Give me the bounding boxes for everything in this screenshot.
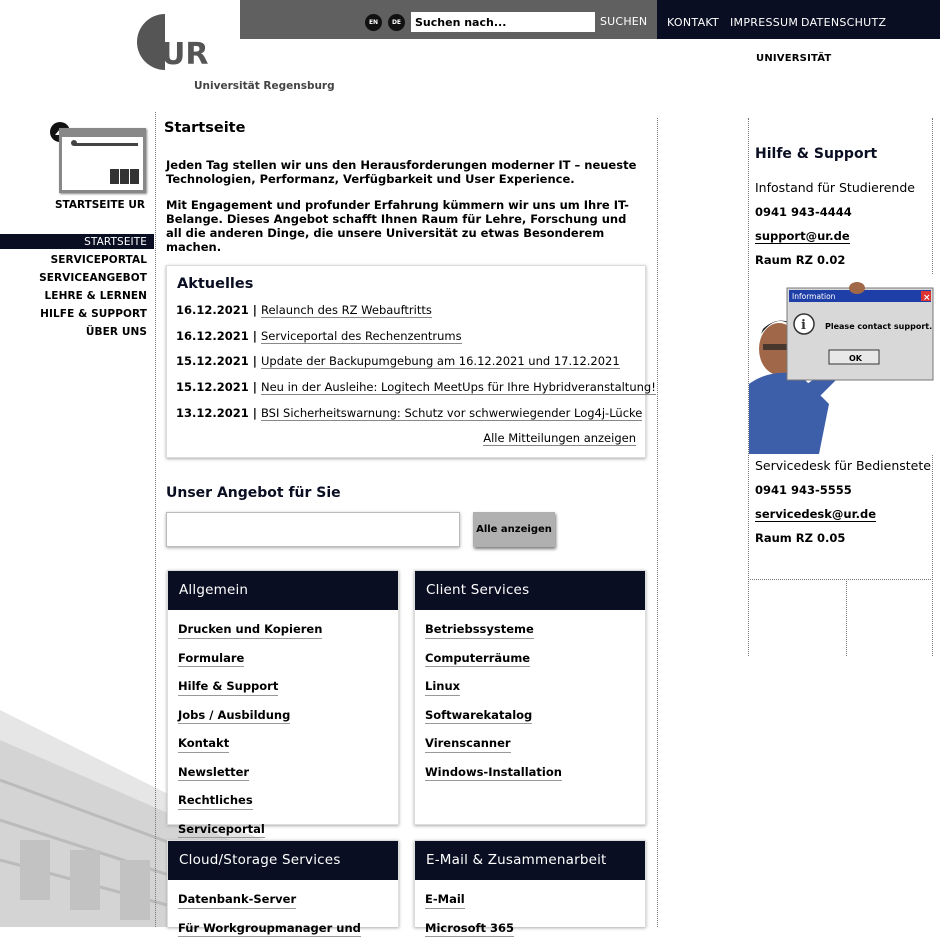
svg-text:×: × [923, 293, 931, 303]
news-link[interactable]: Serviceportal des Rechenzentrums [260, 329, 462, 343]
card-link[interactable]: Virenscanner [425, 735, 511, 753]
card-link[interactable]: Softwarekatalog [425, 707, 532, 725]
sidebar-item-hilfe-support[interactable]: HILFE & SUPPORT [40, 308, 147, 320]
staff-info-label: Servicedesk für Bedienstete [755, 458, 931, 473]
dialog-title: Information [792, 292, 836, 301]
universitaet-link[interactable]: UNIVERSITÄT [756, 53, 832, 64]
card-link[interactable]: Newsletter [178, 764, 249, 782]
students-room: Raum RZ 0.02 [755, 253, 846, 267]
card-link[interactable]: Für Workgroupmanager und [178, 920, 361, 938]
nav-impressum[interactable]: IMPRESSUM [730, 16, 799, 29]
sidebar-item-startseite[interactable]: STARTSEITE [0, 234, 154, 249]
students-email-link[interactable]: support@ur.de [755, 229, 850, 243]
card-link[interactable]: Microsoft 365 [425, 920, 514, 938]
nav-datenschutz[interactable]: DATENSCHUTZ [801, 16, 887, 29]
logo-letters: UR [161, 37, 209, 72]
card-link[interactable]: Formulare [178, 650, 244, 668]
news-item: 16.12.2021 | Serviceportal des Rechenzentrums [176, 329, 462, 343]
all-news-link[interactable]: Alle Mitteilungen anzeigen [483, 431, 636, 445]
card-title: Client Services [415, 571, 645, 610]
lang-de-button[interactable]: DE [388, 14, 405, 31]
divider [846, 579, 847, 656]
card-client-services [414, 570, 646, 825]
sidebar-item-ueber-uns[interactable]: ÜBER UNS [85, 326, 147, 338]
students-phone: 0941 943-4444 [755, 205, 852, 219]
card-title: Cloud/Storage Services [168, 841, 398, 880]
logo-text: Universität Regensburg [194, 80, 335, 92]
intro-paragraph-2: Mit Engagement und profunder Erfahrung kümmern wir uns um Ihre IT-Belange. Dieses Angebot schafft Ihnen Raum für Lehre, Forschung und all die anderen Dinge, die unsere Universität zu etwas Besonderem machen. [166, 198, 629, 254]
dialog-text: Please contact support. [825, 322, 933, 331]
news-link[interactable]: Update der Backupumgebung am 16.12.2021 und 17.12.2021 [260, 354, 620, 368]
news-link[interactable]: Neu in der Ausleihe: Logitech MeetUps für Ihre Hybridveranstaltung! [260, 380, 656, 394]
card-link[interactable]: Computerräume [425, 650, 530, 668]
support-illustration [749, 274, 933, 454]
card-link[interactable]: Betriebssysteme [425, 621, 534, 639]
card-link[interactable]: Linux [425, 678, 460, 696]
staff-room: Raum RZ 0.05 [755, 531, 846, 545]
lang-en-button[interactable]: EN [365, 14, 382, 31]
sidebar-item-serviceangebot[interactable]: SERVICEANGEBOT [39, 272, 147, 284]
card-link[interactable]: Windows-Installation [425, 764, 562, 782]
help-support-title: Hilfe & Support [755, 146, 878, 162]
card-title: Allgemein [168, 571, 398, 610]
card-title: E-Mail & Zusammenarbeit [415, 841, 645, 880]
dialog-ok: OK [849, 354, 862, 363]
search-input[interactable] [411, 12, 595, 32]
staff-email-link[interactable]: servicedesk@ur.de [755, 507, 877, 521]
startseite-ur-link[interactable]: STARTSEITE UR [54, 199, 145, 211]
ur-logo[interactable] [137, 12, 217, 72]
startseite-ur-thumbnail[interactable] [59, 128, 146, 193]
news-link[interactable]: BSI Sicherheitswarnung: Schutz vor schwerwiegender Log4j-Lücke [260, 406, 643, 420]
divider [657, 118, 658, 927]
staff-phone: 0941 943-5555 [755, 483, 852, 497]
search-button[interactable]: SUCHEN [600, 15, 648, 28]
divider [155, 112, 156, 927]
news-link[interactable]: Relaunch des RZ Webauftritts [260, 303, 432, 317]
card-link[interactable]: Kontakt [178, 735, 229, 753]
nav-kontakt[interactable]: KONTAKT [667, 16, 720, 29]
show-all-button[interactable]: Alle anzeigen [473, 512, 555, 547]
card-link[interactable]: Rechtliches [178, 792, 253, 810]
top-nav [657, 0, 940, 39]
news-date: 16.12.2021 [176, 329, 249, 343]
card-link[interactable]: Serviceportal [178, 821, 265, 839]
card-link[interactable]: E-Mail [425, 891, 465, 909]
news-box [166, 265, 656, 458]
thumbnail-bar-icon [74, 143, 138, 146]
card-link[interactable]: Jobs / Ausbildung [178, 707, 290, 725]
card-link[interactable]: Hilfe & Support [178, 678, 278, 696]
offer-title: Unser Angebot für Sie [166, 485, 341, 501]
thumbnail-grid-icon [110, 169, 140, 184]
card-email-collaboration [414, 840, 646, 935]
page-title: Startseite [164, 120, 246, 136]
news-item: 15.12.2021 | Update der Backupumgebung am 16.12.2021 und 17.12.2021 [176, 354, 620, 368]
divider [748, 579, 933, 580]
card-link[interactable]: Drucken und Kopieren [178, 621, 322, 639]
news-title: Aktuelles [177, 276, 254, 292]
offer-filter-input[interactable] [166, 512, 460, 547]
card-cloud-storage [167, 840, 399, 935]
students-info-label: Infostand für Studierende [755, 180, 915, 195]
news-item: 16.12.2021 | Relaunch des RZ Webauftritts [176, 303, 432, 317]
news-date: 16.12.2021 [176, 303, 249, 317]
card-link[interactable]: Datenbank-Server [178, 891, 296, 909]
news-item: 15.12.2021 | Neu in der Ausleihe: Logitech MeetUps für Ihre Hybridveranstaltung! [176, 380, 656, 394]
sidebar-item-serviceportal[interactable]: SERVICEPORTAL [50, 254, 147, 266]
news-date: 13.12.2021 [176, 406, 249, 420]
news-item: 13.12.2021 | BSI Sicherheitswarnung: Schutz vor schwerwiegender Log4j-Lücke [176, 406, 643, 420]
news-date: 15.12.2021 [176, 380, 249, 394]
intro-paragraph-1: Jeden Tag stellen wir uns den Herausforderungen moderner IT – neueste Technologien, Performanz, Verfügbarkeit und User Experience. [166, 158, 637, 186]
news-date: 15.12.2021 [176, 354, 249, 368]
svg-text:i: i [801, 318, 806, 333]
card-allgemein [167, 570, 399, 836]
sidebar-nav [0, 234, 154, 342]
sidebar-item-lehre-lernen[interactable]: LEHRE & LERNEN [44, 290, 147, 302]
